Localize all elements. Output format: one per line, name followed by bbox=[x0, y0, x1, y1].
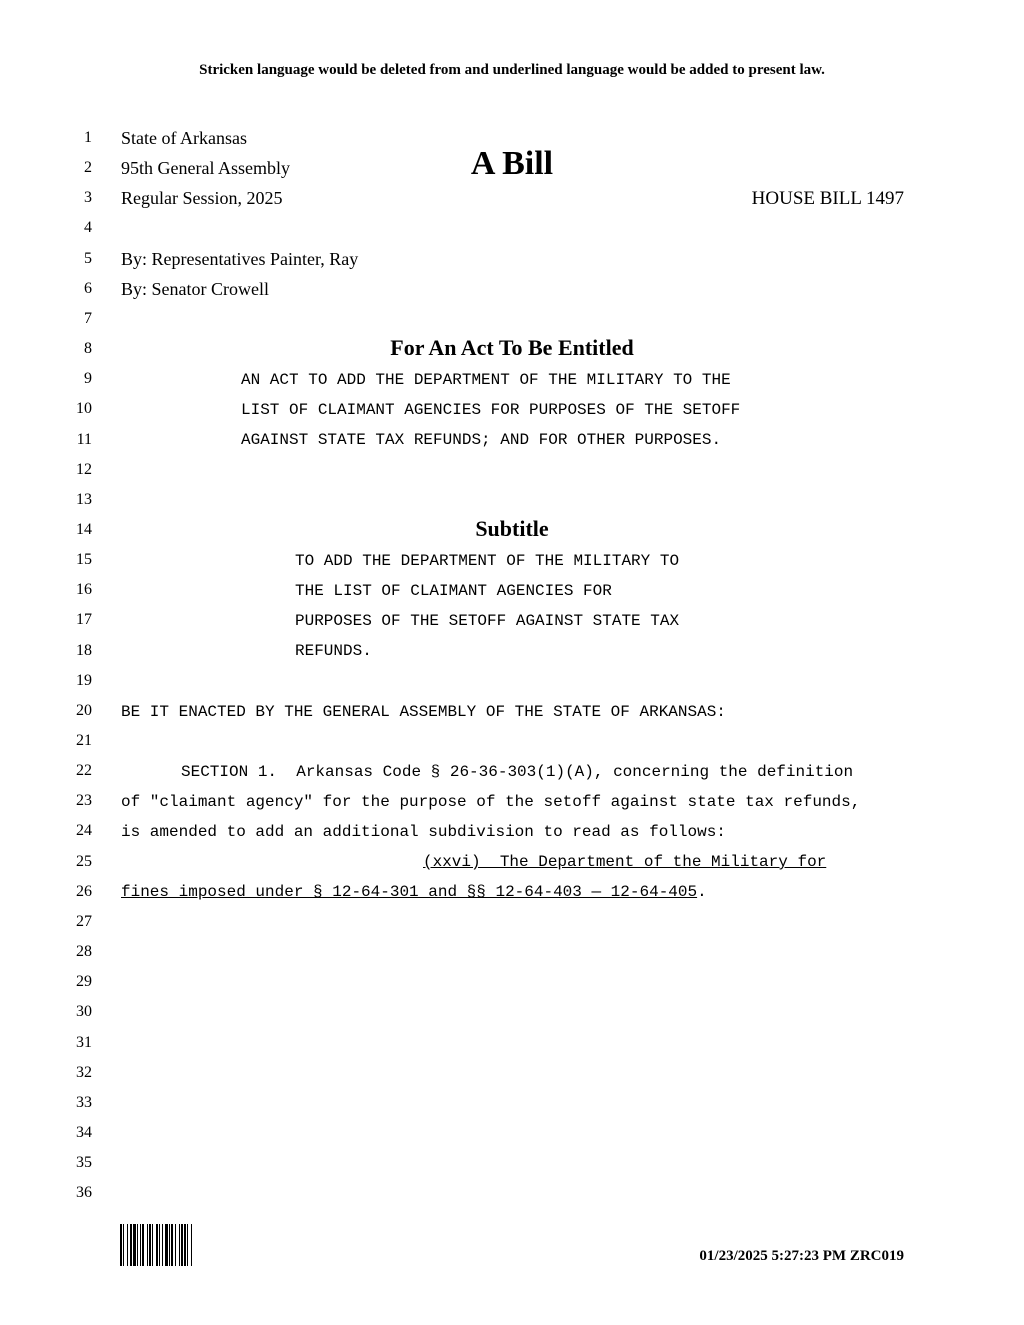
line-number: 24 bbox=[76, 822, 92, 840]
line-number: 34 bbox=[76, 1123, 92, 1141]
subtitle-line: PURPOSES OF THE SETOFF AGAINST STATE TAX bbox=[295, 612, 680, 630]
house-sponsors: By: Representatives Painter, Ray bbox=[121, 249, 359, 269]
subtitle-line: TO ADD THE DEPARTMENT OF THE MILITARY TO bbox=[295, 552, 680, 570]
barcode-bar bbox=[162, 1224, 163, 1266]
barcode-bar bbox=[159, 1224, 160, 1266]
line-number: 23 bbox=[76, 792, 92, 810]
line-number: 20 bbox=[76, 701, 92, 719]
subtitle-heading: Subtitle bbox=[475, 516, 549, 541]
added-language-line bbox=[121, 882, 707, 902]
sentence-period: . bbox=[697, 883, 707, 901]
line-number: 6 bbox=[84, 279, 92, 297]
line-number: 12 bbox=[76, 460, 92, 478]
line-number: 21 bbox=[76, 732, 92, 749]
section-1-line: of "claimant agency" for the purpose of the setoff against state tax refunds, bbox=[121, 793, 861, 811]
added-language: (xxvi) The Department of the Military for bbox=[423, 853, 827, 871]
line-number: 1 bbox=[84, 129, 92, 146]
line-number: 11 bbox=[76, 430, 92, 448]
barcode-bar bbox=[156, 1224, 158, 1266]
line-number: 28 bbox=[76, 943, 92, 961]
line-number: 30 bbox=[76, 1003, 92, 1021]
added-language: fines imposed under § 12-64-301 and §§ 12-64-403 — 12-64-405 bbox=[121, 883, 698, 901]
section-1-line: SECTION 1. Arkansas Code § 26-36-303(1)(A), concerning the definition bbox=[181, 763, 854, 781]
senate-sponsor: By: Senator Crowell bbox=[121, 279, 269, 299]
barcode-bar bbox=[187, 1224, 188, 1266]
line-number: 10 bbox=[76, 400, 92, 418]
barcode-bar bbox=[169, 1224, 170, 1266]
barcode-bar bbox=[123, 1224, 124, 1266]
barcode-bar bbox=[130, 1224, 132, 1266]
barcode-bar bbox=[140, 1224, 141, 1266]
line-number: 25 bbox=[76, 852, 92, 870]
line-number: 19 bbox=[76, 671, 92, 689]
barcode-bar bbox=[175, 1224, 176, 1266]
line-number: 22 bbox=[76, 762, 92, 780]
enacting-clause: BE IT ENACTED BY THE GENERAL ASSEMBLY OF THE STATE OF ARKANSAS: bbox=[121, 703, 726, 721]
barcode-bar bbox=[120, 1224, 122, 1266]
line-number: 16 bbox=[76, 581, 92, 599]
line-number: 7 bbox=[84, 309, 92, 327]
line-number: 2 bbox=[84, 159, 92, 177]
line-number: 36 bbox=[76, 1184, 92, 1202]
line-number: 14 bbox=[76, 520, 92, 538]
line-number: 9 bbox=[84, 370, 92, 388]
line-number: 26 bbox=[76, 882, 92, 900]
state-label: State of Arkansas bbox=[121, 128, 247, 148]
title-heading: For An Act To Be Entitled bbox=[390, 335, 634, 360]
section-1-line: is amended to add an additional subdivision to read as follows: bbox=[121, 823, 726, 841]
footer-timestamp: 01/23/2025 5:27:23 PM ZRC019 bbox=[699, 1248, 904, 1264]
line-number: 13 bbox=[76, 490, 92, 508]
barcode-bar bbox=[181, 1224, 183, 1266]
barcode-bar bbox=[191, 1224, 192, 1266]
line-number: 18 bbox=[76, 641, 92, 659]
barcode-bar bbox=[152, 1224, 153, 1266]
barcode-bar bbox=[142, 1224, 144, 1266]
line-number: 27 bbox=[76, 912, 92, 930]
title-line: LIST OF CLAIMANT AGENCIES FOR PURPOSES OF THE SETOFF bbox=[241, 401, 741, 419]
line-number: 32 bbox=[76, 1063, 92, 1081]
amendment-notice: Stricken language would be deleted from and underlined language would be added to present law. bbox=[199, 62, 825, 78]
line-number: 15 bbox=[76, 551, 92, 569]
barcode-bar bbox=[127, 1224, 128, 1266]
line-number: 35 bbox=[76, 1154, 92, 1172]
line-number: 4 bbox=[84, 219, 92, 237]
bill-number: HOUSE BILL 1497 bbox=[751, 188, 904, 209]
assembly-label: 95th General Assembly bbox=[121, 158, 290, 178]
barcode-bar bbox=[147, 1224, 148, 1266]
line-number: 8 bbox=[84, 340, 92, 358]
line-number: 5 bbox=[84, 249, 92, 267]
barcode-bar bbox=[133, 1224, 136, 1266]
subtitle-line: THE LIST OF CLAIMANT AGENCIES FOR bbox=[295, 582, 612, 600]
barcode-bar bbox=[184, 1224, 186, 1266]
barcode-bar bbox=[171, 1224, 173, 1266]
document-type-title: A Bill bbox=[470, 145, 554, 182]
barcode-bar bbox=[137, 1224, 138, 1266]
subtitle-line: REFUNDS. bbox=[295, 642, 372, 660]
line-number: 31 bbox=[76, 1033, 92, 1051]
title-line: AGAINST STATE TAX REFUNDS; AND FOR OTHER PURPOSES. bbox=[241, 431, 722, 449]
session-label: Regular Session, 2025 bbox=[121, 188, 283, 208]
barcode bbox=[120, 1224, 250, 1266]
barcode-bar bbox=[179, 1224, 180, 1266]
line-number: 17 bbox=[76, 611, 92, 629]
line-number: 3 bbox=[84, 189, 92, 207]
barcode-bar bbox=[149, 1224, 151, 1266]
line-number: 29 bbox=[76, 973, 92, 991]
title-line: AN ACT TO ADD THE DEPARTMENT OF THE MILITARY TO THE bbox=[241, 371, 731, 389]
line-number: 33 bbox=[76, 1093, 92, 1111]
barcode-bar bbox=[165, 1224, 168, 1266]
